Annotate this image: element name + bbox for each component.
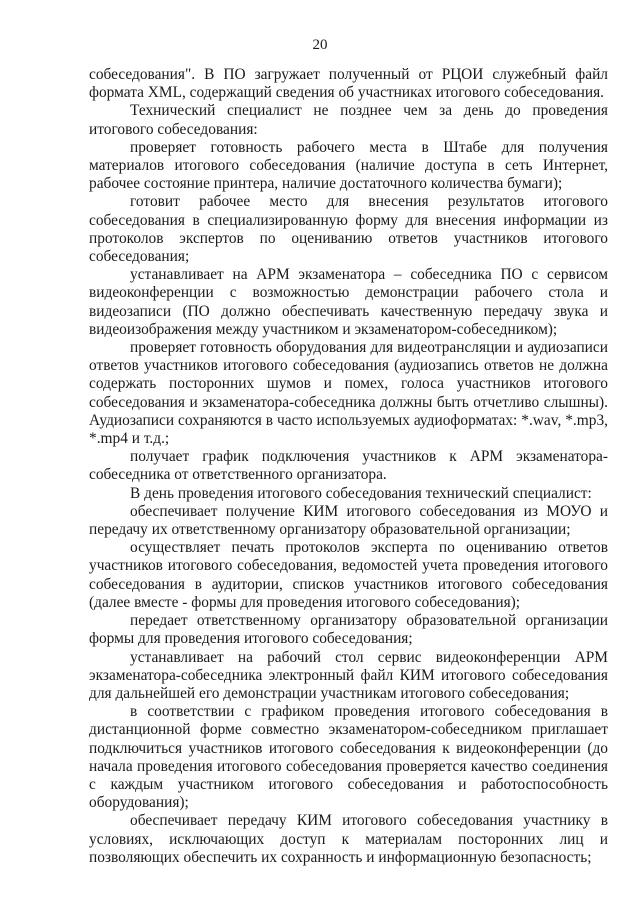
paragraph-print-protocols: осуществляет печать протоколов эксперта по оцениванию ответов участников итогового собеседования, ведомостей учета проведения итогового собеседования в аудитории, списков участников итогового собеседования (далее вместе - формы для проведения итогового собеседования); — [89, 539, 608, 611]
paragraph-receive-schedule: получает график подключения участников к АРМ экзаменатора-собеседника от ответственного организатора. — [89, 448, 608, 484]
paragraph-provide-kim: обеспечивает получение КИМ итогового собеседования из МОУО и передачу их ответственному организатору образовательной организации; — [89, 502, 608, 539]
document-body — [89, 66, 608, 867]
page-number: 20 — [312, 37, 328, 53]
paragraph-transfer-kim: обеспечивает передачу КИМ итогового собеседования участнику в условиях, исключающих доступ к материалам посторонних лиц и позволяющих обеспечить их сохранность и информационную безопасность; — [89, 812, 608, 866]
paragraph-on-the-day: В день проведения итогового собеседования технический специалист: — [130, 484, 592, 502]
paragraph-continuation: собеседования". В ПО загружает полученный от РЦОИ служебный файл формата XML, содержащий сведения об участниках итогового собеседования. — [89, 66, 608, 102]
paragraph-install-kim-file: устанавливает на рабочий стол сервис видеоконференции АРМ экзаменатора-собеседника электронный файл КИМ итогового собеседования для дальнейшей его демонстрации участникам итогового собеседования; — [89, 648, 608, 702]
paragraph-check-workplace: проверяет готовность рабочего места в Штабе для получения материалов итогового собеседования (наличие доступа в сеть Интернет, рабочее состояние принтера, наличие достаточного количества бумаги); — [89, 138, 608, 193]
paragraph-install-software: устанавливает на АРМ экзаменатора – собеседника ПО с сервисом видеоконференции с возможностью демонстрации рабочего стола и видеозаписи (ПО должно обеспечивать качественную передачу звука и видеоизображения между участником и экзаменатором-собеседником); — [89, 266, 608, 338]
paragraph-prepare-workplace: готовит рабочее место для внесения результатов итогового собеседования в специализированную форму для внесения информации из протоколов экспертов по оцениванию ответов участников итогового собеседования; — [89, 193, 608, 266]
paragraph-hand-over-forms: передает ответственному организатору образовательной организации формы для проведения итогового собеседования; — [89, 612, 608, 648]
paragraph-tech-specialist-before-day: Технический специалист не позднее чем за день до проведения итогового собеседования: — [89, 102, 608, 138]
paragraph-check-equipment: проверяет готовность оборудования для видеотрансляции и аудиозаписи ответов участников итогового собеседования (аудиозапись ответов не должна содержать посторонних шумов и помех, голоса участников итогового собеседования и экзаменатора-собеседника должны быть отчетливо слышны). Аудиозаписи сохраняются в часто используемых аудиоформатах: *.wav, *.mp3, *.mp4 и т.д.; — [89, 339, 608, 448]
paragraph-invite-participants: в соответствии с графиком проведения итогового собеседования в дистанционной форме совместно экзаменатором-собеседником приглашает подключиться участников итогового собеседования к видеоконференции (до начала проведения итогового собеседования проверяется качество соединения с каждым участником итогового собеседования и работоспособность оборудования); — [89, 703, 608, 812]
